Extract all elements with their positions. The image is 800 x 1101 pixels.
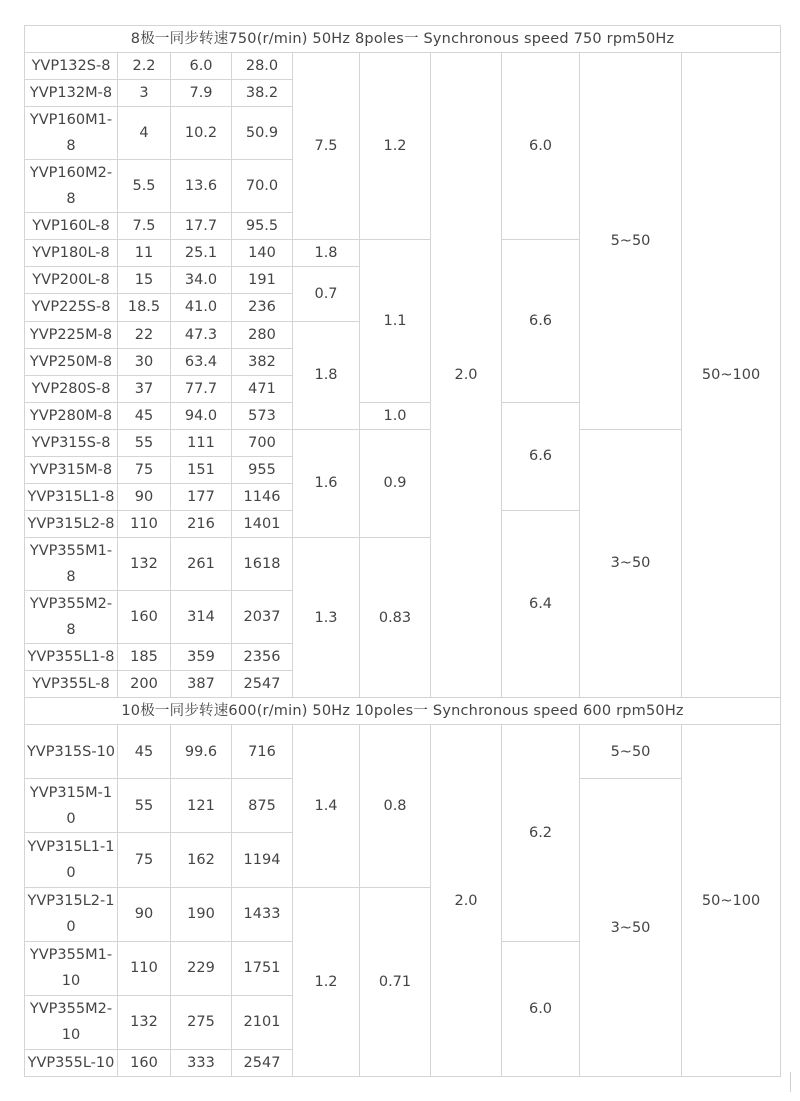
table-body bbox=[25, 26, 781, 1077]
power-cell: 90 bbox=[118, 483, 171, 510]
current-cell: 387 bbox=[171, 671, 232, 698]
model-cell: YVP280S-8 bbox=[25, 375, 118, 402]
col6-cell: 0.8 bbox=[360, 725, 431, 887]
power-cell: 11 bbox=[118, 240, 171, 267]
page-edge-line bbox=[790, 1072, 791, 1092]
model-cell: YVP280M-8 bbox=[25, 402, 118, 429]
model-cell: YVP180L-8 bbox=[25, 240, 118, 267]
col8-cell: 6.0 bbox=[502, 53, 580, 240]
current-cell: 94.0 bbox=[171, 402, 232, 429]
torque-cell: 2037 bbox=[232, 590, 293, 643]
power-cell: 75 bbox=[118, 456, 171, 483]
section-header-row bbox=[25, 26, 781, 53]
col5-cell: 1.6 bbox=[293, 429, 360, 537]
power-cell: 160 bbox=[118, 1049, 171, 1076]
model-cell: YVP250M-8 bbox=[25, 348, 118, 375]
col5-cell: 1.2 bbox=[293, 887, 360, 1077]
power-cell: 110 bbox=[118, 941, 171, 995]
current-cell: 121 bbox=[171, 779, 232, 833]
power-cell: 4 bbox=[118, 107, 171, 160]
current-cell: 275 bbox=[171, 995, 232, 1049]
col6-cell: 1.0 bbox=[360, 402, 431, 429]
power-cell: 55 bbox=[118, 429, 171, 456]
model-cell: YVP355L-8 bbox=[25, 671, 118, 698]
torque-cell: 2547 bbox=[232, 671, 293, 698]
col10-cell: 50~100 bbox=[682, 53, 781, 698]
col5-cell: 1.3 bbox=[293, 537, 360, 697]
current-cell: 190 bbox=[171, 887, 232, 941]
torque-cell: 2547 bbox=[232, 1049, 293, 1076]
model-cell: YVP160M2-8 bbox=[25, 160, 118, 213]
model-cell: YVP225S-8 bbox=[25, 294, 118, 321]
power-cell: 15 bbox=[118, 267, 171, 294]
torque-cell: 875 bbox=[232, 779, 293, 833]
col5-cell: 1.8 bbox=[293, 240, 360, 267]
col8-cell: 6.6 bbox=[502, 402, 580, 510]
torque-cell: 1433 bbox=[232, 887, 293, 941]
power-cell: 45 bbox=[118, 402, 171, 429]
power-cell: 37 bbox=[118, 375, 171, 402]
col9-cell: 5~50 bbox=[580, 725, 682, 779]
model-cell: YVP355M1-10 bbox=[25, 941, 118, 995]
current-cell: 216 bbox=[171, 510, 232, 537]
torque-cell: 70.0 bbox=[232, 160, 293, 213]
col6-cell: 0.9 bbox=[360, 429, 431, 537]
torque-cell: 700 bbox=[232, 429, 293, 456]
section-title: 8极一同步转速750(r/min) 50Hz 8poles一 Synchronous speed 750 rpm50Hz bbox=[25, 26, 781, 53]
torque-cell: 716 bbox=[232, 725, 293, 779]
col8-cell: 6.6 bbox=[502, 240, 580, 402]
power-cell: 18.5 bbox=[118, 294, 171, 321]
current-cell: 314 bbox=[171, 590, 232, 643]
torque-cell: 280 bbox=[232, 321, 293, 348]
current-cell: 77.7 bbox=[171, 375, 232, 402]
power-cell: 3 bbox=[118, 80, 171, 107]
torque-cell: 573 bbox=[232, 402, 293, 429]
torque-cell: 28.0 bbox=[232, 53, 293, 80]
power-cell: 45 bbox=[118, 725, 171, 779]
model-cell: YVP315M-10 bbox=[25, 779, 118, 833]
model-cell: YVP315S-8 bbox=[25, 429, 118, 456]
power-cell: 5.5 bbox=[118, 160, 171, 213]
torque-cell: 50.9 bbox=[232, 107, 293, 160]
current-cell: 111 bbox=[171, 429, 232, 456]
model-cell: YVP355L-10 bbox=[25, 1049, 118, 1076]
current-cell: 13.6 bbox=[171, 160, 232, 213]
col6-cell: 0.83 bbox=[360, 537, 431, 697]
torque-cell: 236 bbox=[232, 294, 293, 321]
model-cell: YVP355M2-8 bbox=[25, 590, 118, 643]
col9-cell: 3~50 bbox=[580, 429, 682, 697]
col5-cell: 0.7 bbox=[293, 267, 360, 321]
power-cell: 2.2 bbox=[118, 53, 171, 80]
current-cell: 6.0 bbox=[171, 53, 232, 80]
torque-cell: 1751 bbox=[232, 941, 293, 995]
col5-cell: 1.4 bbox=[293, 725, 360, 887]
section-header-row bbox=[25, 698, 781, 725]
table-row bbox=[25, 53, 781, 80]
torque-cell: 140 bbox=[232, 240, 293, 267]
model-cell: YVP315L1-10 bbox=[25, 833, 118, 887]
power-cell: 22 bbox=[118, 321, 171, 348]
col8-cell: 6.4 bbox=[502, 510, 580, 697]
torque-cell: 471 bbox=[232, 375, 293, 402]
power-cell: 200 bbox=[118, 671, 171, 698]
section-title: 10极一同步转速600(r/min) 50Hz 10poles一 Synchronous speed 600 rpm50Hz bbox=[25, 698, 781, 725]
col8-cell: 6.0 bbox=[502, 941, 580, 1076]
table-row bbox=[25, 725, 781, 779]
power-cell: 132 bbox=[118, 995, 171, 1049]
model-cell: YVP355L1-8 bbox=[25, 644, 118, 671]
col9-cell: 5~50 bbox=[580, 53, 682, 430]
current-cell: 7.9 bbox=[171, 80, 232, 107]
model-cell: YVP132M-8 bbox=[25, 80, 118, 107]
current-cell: 359 bbox=[171, 644, 232, 671]
torque-cell: 1194 bbox=[232, 833, 293, 887]
model-cell: YVP200L-8 bbox=[25, 267, 118, 294]
model-cell: YVP315L2-8 bbox=[25, 510, 118, 537]
power-cell: 90 bbox=[118, 887, 171, 941]
power-cell: 55 bbox=[118, 779, 171, 833]
torque-cell: 1401 bbox=[232, 510, 293, 537]
model-cell: YVP225M-8 bbox=[25, 321, 118, 348]
current-cell: 151 bbox=[171, 456, 232, 483]
torque-cell: 1618 bbox=[232, 537, 293, 590]
model-cell: YVP355M2-10 bbox=[25, 995, 118, 1049]
motor-spec-table bbox=[24, 25, 781, 1077]
power-cell: 7.5 bbox=[118, 213, 171, 240]
current-cell: 162 bbox=[171, 833, 232, 887]
torque-cell: 2101 bbox=[232, 995, 293, 1049]
model-cell: YVP315L1-8 bbox=[25, 483, 118, 510]
current-cell: 41.0 bbox=[171, 294, 232, 321]
current-cell: 177 bbox=[171, 483, 232, 510]
torque-cell: 2356 bbox=[232, 644, 293, 671]
model-cell: YVP355M1-8 bbox=[25, 537, 118, 590]
power-cell: 30 bbox=[118, 348, 171, 375]
current-cell: 333 bbox=[171, 1049, 232, 1076]
col5-cell: 7.5 bbox=[293, 53, 360, 240]
col6-cell: 1.2 bbox=[360, 53, 431, 240]
col6-cell: 0.71 bbox=[360, 887, 431, 1077]
col10-cell: 50~100 bbox=[682, 725, 781, 1077]
model-cell: YVP132S-8 bbox=[25, 53, 118, 80]
power-cell: 160 bbox=[118, 590, 171, 643]
current-cell: 229 bbox=[171, 941, 232, 995]
current-cell: 63.4 bbox=[171, 348, 232, 375]
col8-cell: 6.2 bbox=[502, 725, 580, 941]
current-cell: 25.1 bbox=[171, 240, 232, 267]
col9-cell: 3~50 bbox=[580, 779, 682, 1077]
col7-cell: 2.0 bbox=[431, 725, 502, 1077]
current-cell: 34.0 bbox=[171, 267, 232, 294]
torque-cell: 382 bbox=[232, 348, 293, 375]
torque-cell: 1146 bbox=[232, 483, 293, 510]
power-cell: 185 bbox=[118, 644, 171, 671]
current-cell: 17.7 bbox=[171, 213, 232, 240]
model-cell: YVP160M1-8 bbox=[25, 107, 118, 160]
model-cell: YVP315L2-10 bbox=[25, 887, 118, 941]
current-cell: 99.6 bbox=[171, 725, 232, 779]
table-row bbox=[25, 429, 781, 456]
torque-cell: 95.5 bbox=[232, 213, 293, 240]
current-cell: 261 bbox=[171, 537, 232, 590]
power-cell: 132 bbox=[118, 537, 171, 590]
col6-cell: 1.1 bbox=[360, 240, 431, 402]
torque-cell: 38.2 bbox=[232, 80, 293, 107]
torque-cell: 191 bbox=[232, 267, 293, 294]
col7-cell: 2.0 bbox=[431, 53, 502, 698]
current-cell: 10.2 bbox=[171, 107, 232, 160]
power-cell: 110 bbox=[118, 510, 171, 537]
power-cell: 75 bbox=[118, 833, 171, 887]
model-cell: YVP315M-8 bbox=[25, 456, 118, 483]
current-cell: 47.3 bbox=[171, 321, 232, 348]
col5-cell: 1.8 bbox=[293, 321, 360, 429]
model-cell: YVP315S-10 bbox=[25, 725, 118, 779]
model-cell: YVP160L-8 bbox=[25, 213, 118, 240]
torque-cell: 955 bbox=[232, 456, 293, 483]
